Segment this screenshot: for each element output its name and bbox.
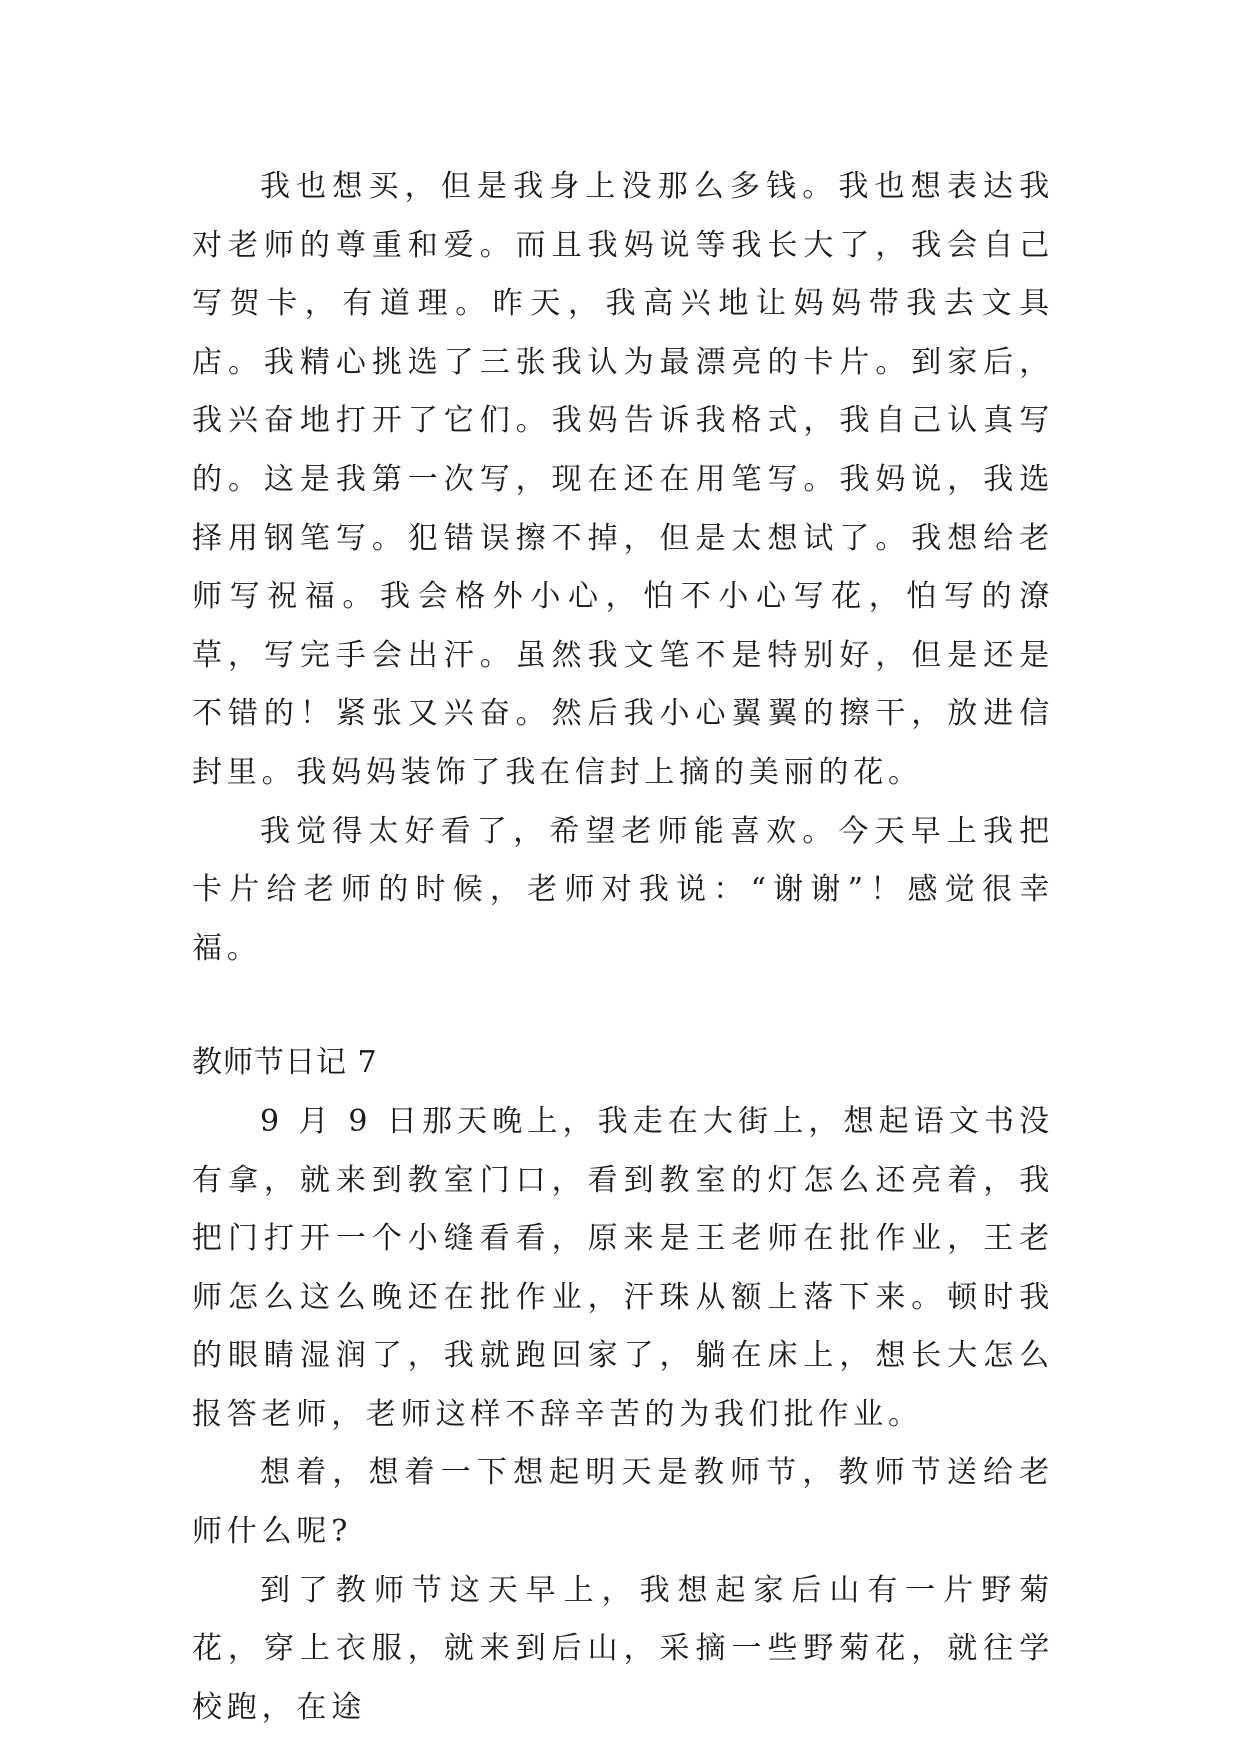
body-paragraph: 我觉得太好看了，希望老师能喜欢。今天早上我把卡片给老师的时候，老师对我说：“谢谢”！感觉很幸福。 [192,813,1054,966]
section-title: 教师节日记 7 [192,1045,378,1081]
body-paragraph: 想着，想着一下想起明天是教师节，教师节送给老师什么呢? [192,1455,1054,1550]
body-paragraph: 到了教师节这天早上，我想起家后山有一片野菊花，穿上衣服，就来到后山，采摘一些野菊花，就往学校跑，在途 [192,1572,1054,1725]
body-paragraph: 9 月 9 日那天晚上，我走在大街上，想起语文书没有拿，就来到教室门口，看到教室的灯怎么还亮着，我把门打开一个小缝看看，原来是王老师在批作业，王老师怎么这么晚还在批作业，汗珠从额上落下来。顿时我的眼睛湿润了，我就跑回家了，躺在床上，想长大怎么报答老师，老师这样不辞辛苦的为我们批作业。 [192,1103,1054,1432]
body-paragraph: 我也想买，但是我身上没那么多钱。我也想表达我对老师的尊重和爱。而且我妈说等我长大了，我会自己写贺卡，有道理。昨天，我高兴地让妈妈带我去文具店。我精心挑选了三张我认为最漂亮的卡片。到家后，我兴奋地打开了它们。我妈告诉我格式，我自己认真写的。这是我第一次写，现在还在用笔写。我妈说，我选择用钢笔写。犯错误擦不掉，但是太想试了。我想给老师写祝福。我会格外小心，怕不小心写花，怕写的潦草，写完手会出汗。虽然我文笔不是特别好，但是还是不错的！紧张又兴奋。然后我小心翼翼的擦干，放进信封里。我妈妈装饰了我在信封上摘的美丽的花。 [192,169,1054,790]
document-page [192,158,1054,1725]
